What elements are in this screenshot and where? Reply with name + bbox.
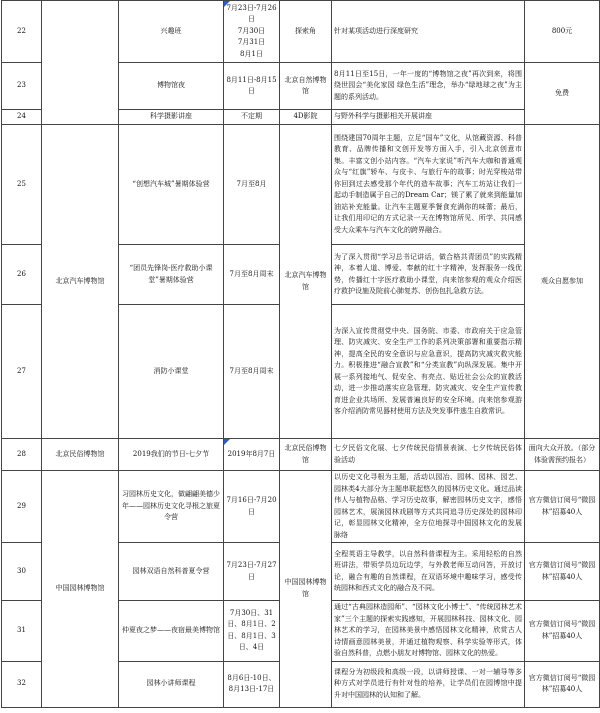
table-row — [2, 439, 600, 471]
activity-name: 兴趣班 — [119, 1, 224, 63]
activity-name: 仲夏夜之梦——夜宿最美博物馆 — [119, 601, 224, 662]
activity-desc: 课程分为初级段和高级一段，以讲师授课、一对一辅导等多种方式对学员进行有针对性的培养，让学员们在园博馆中提升对中国园林的认知和了解。 — [332, 661, 525, 707]
activity-name: 习园林历史文化，做翩翩美德少年——园林历史文化寻根之旅夏令营 — [119, 471, 224, 543]
activity-place: 北京汽车博物馆 — [280, 125, 332, 439]
activity-name: 消防小课堂 — [119, 305, 224, 439]
activity-date: 8月6日-10日、8月13日-17日 — [224, 661, 280, 707]
activity-desc: 全程英语主导教学，以自然科普课程为主。采用轻松的自然班讲法，带领学员边玩边学，与外教老师互动问答，开放讨论，融合有趣的自然课程，在双语环境中趣味学习，感受传统园林和西式文化的融合及不同。 — [332, 543, 525, 601]
activity-name: 园林双语自然科普夏令营 — [119, 543, 224, 601]
activity-name: 园林小讲师课程 — [119, 661, 224, 707]
activity-date: 7月23日-7月27日 — [224, 543, 280, 601]
activity-date: 不定期 — [224, 110, 280, 125]
table-row — [2, 125, 600, 245]
museum-name: 中国园林博物馆 — [42, 471, 119, 708]
activity-fee: 官方微信订阅号“微园林”招募40人 — [525, 661, 600, 707]
activity-desc: 围绕建国70周年主题，立足“国车”文化，从馆藏资源、科普教育、品牌传播和文创开发等方面入手，引入北京创意市集。丰富文创小站内容。“汽车大家说”听汽车大咖和普通观众与“红旗”轿车、与皮卡、与旅行车的故事；时光穿梭站带你回到过去感受那个年代的造车故事；汽车工坊站让我们一起动手制造属于自己的Dream Car；镁了累了就来到能量加油站补充能量。让汽车主题夏季餐食充满你的味蕾；最后，让我们用印记的方式记录一天在博物馆所见、所学、共同感受大众乘车与汽车文化的跨界融合。 — [332, 125, 525, 245]
activity-date: 7月至8月 — [224, 125, 280, 245]
museum-name: 北京民俗博物馆 — [42, 439, 119, 471]
activity-fee: 官方微信订阅号“微园林”招募40人 — [525, 601, 600, 662]
activity-name: “团员先锋岗-医疗救助小课堂”暑期体验营 — [119, 245, 224, 305]
row-number: 32 — [2, 661, 42, 707]
row-number: 30 — [2, 543, 42, 601]
activity-name: 2019我们的节日-七夕节 — [119, 439, 224, 471]
activity-name: 科学摄影讲座 — [119, 110, 224, 125]
activity-table — [1, 0, 600, 708]
activity-desc: 为深入宣传贯彻党中央、国务院、市委、市政府关于应急管理、防灾减灾、安全生产工作的系列决策部署和重要指示精神，提高全民的安全意识与应急意识，提高防灾减灾救灾能力。积极推进“融合宣教”和“分类宣教”向纵深发展。集中开展一系列接地气、促安全、有亮点、贴近社会公众的宣教活动，进一步推动落实应急管理、防灾减灾、安全生产宣传教育进企业共场所、发展普遍良好的安全环境。向来馆参观游客介绍消防常见器材使用方法及突发事件逃生自救常识。 — [332, 305, 525, 439]
activity-date: 7月23日-7月26日 7月30日 7月31日 8月1日 — [224, 1, 280, 63]
activity-date: 2019年8月7日 — [224, 439, 280, 471]
row-number: 22 — [2, 1, 42, 63]
activity-desc: 七夕民俗文化展、七夕传统民俗情景表演、七夕传统民俗体验活动 — [332, 439, 525, 471]
activity-fee: 免费 — [525, 63, 600, 125]
activity-name: 博物馆夜 — [119, 63, 224, 110]
row-number: 31 — [2, 601, 42, 662]
activity-desc: 为了深入贯彻“学习总书记讲话，做合格共青团员”的实践精神，本着人道、博爱、奉献的红十字精神，发挥服务一线优势，传播红十字医疗救助小课堂，向来馆参观的观众介绍医疗救护设施及院前心肺复苏、创伤包扎急救方法。 — [332, 245, 525, 305]
activity-desc: 以历史文化寻根为主题，活动以园冶、园林、园林、园艺、园林类4大部分为主题串联起悠久的园林历史文化。通过品读伟人与植物品格、学习历史故事，解密园林历史文字，感悟园林艺术，展演园林戏剧等方式共同追寻历史深处的园林印记，彰显园林文化精神，全方位地探寻中国园林文化的发展脉络 — [332, 471, 525, 543]
activity-date: 7月16日-7月20日 — [224, 471, 280, 543]
row-number: 28 — [2, 439, 42, 471]
activity-desc: 针对某项活动进行深度研究 — [332, 1, 525, 63]
activity-place: 中国园林博物馆 — [280, 471, 332, 708]
row-number: 29 — [2, 471, 42, 543]
activity-fee: 官方微信订阅号“微园林”招募40人 — [525, 471, 600, 543]
activity-desc: 8月11日至15日，一年一度的“博物馆之夜”再次到来，将围绕世园会“美化家园 绿色生活”理念，举办“绿地球之夜”为主题的系列活动。 — [332, 63, 525, 110]
row-number: 24 — [2, 110, 42, 125]
activity-desc: 与野外科学与摄影相关开展讲座 — [332, 110, 525, 125]
row-number: 27 — [2, 305, 42, 439]
activity-date: 7月至8月周末 — [224, 245, 280, 305]
activity-desc: 通过“古典园林造园师”、“园林文化小博士”、“传统园林艺术家”三个主题的探索实践感知，开展园林科技、园林文化、园林艺术的学习，在园林美景中感悟园林文化精神，欣赏古人诗情画意园林美景，并通过植物观察、科学实验等形式，体验自然科普，点燃小朋友对博物馆、园林文化的热爱。 — [332, 601, 525, 662]
table-row — [2, 1, 600, 63]
activity-place: 4D影院 — [280, 110, 332, 125]
museum-name: 北京汽车博物馆 — [42, 125, 119, 439]
museum-cell — [42, 1, 119, 125]
activity-date: 7月30日、31日、8月1日、2日、8月1日、3日、4日 — [224, 601, 280, 662]
activity-date: 8月11日-8月15日 — [224, 63, 280, 110]
row-number: 25 — [2, 125, 42, 245]
table-row — [2, 471, 600, 543]
activity-fee: 800元 — [525, 1, 600, 63]
activity-place: 北京民俗博物馆 — [280, 439, 332, 471]
activity-fee: 面向大众开放。（部分体验需预约报名） — [525, 439, 600, 471]
activity-date: 7月至8月周末 — [224, 305, 280, 439]
row-number: 23 — [2, 63, 42, 110]
activity-place: 北京自然博物馆 — [280, 63, 332, 110]
row-number: 26 — [2, 245, 42, 305]
activity-name: “创想汽车城”暑期体验营 — [119, 125, 224, 245]
activity-fee: 官方微信订阅号“微园林”招募40人 — [525, 543, 600, 601]
activity-place: 探索角 — [280, 1, 332, 63]
activity-fee: 观众自愿参加 — [525, 125, 600, 439]
